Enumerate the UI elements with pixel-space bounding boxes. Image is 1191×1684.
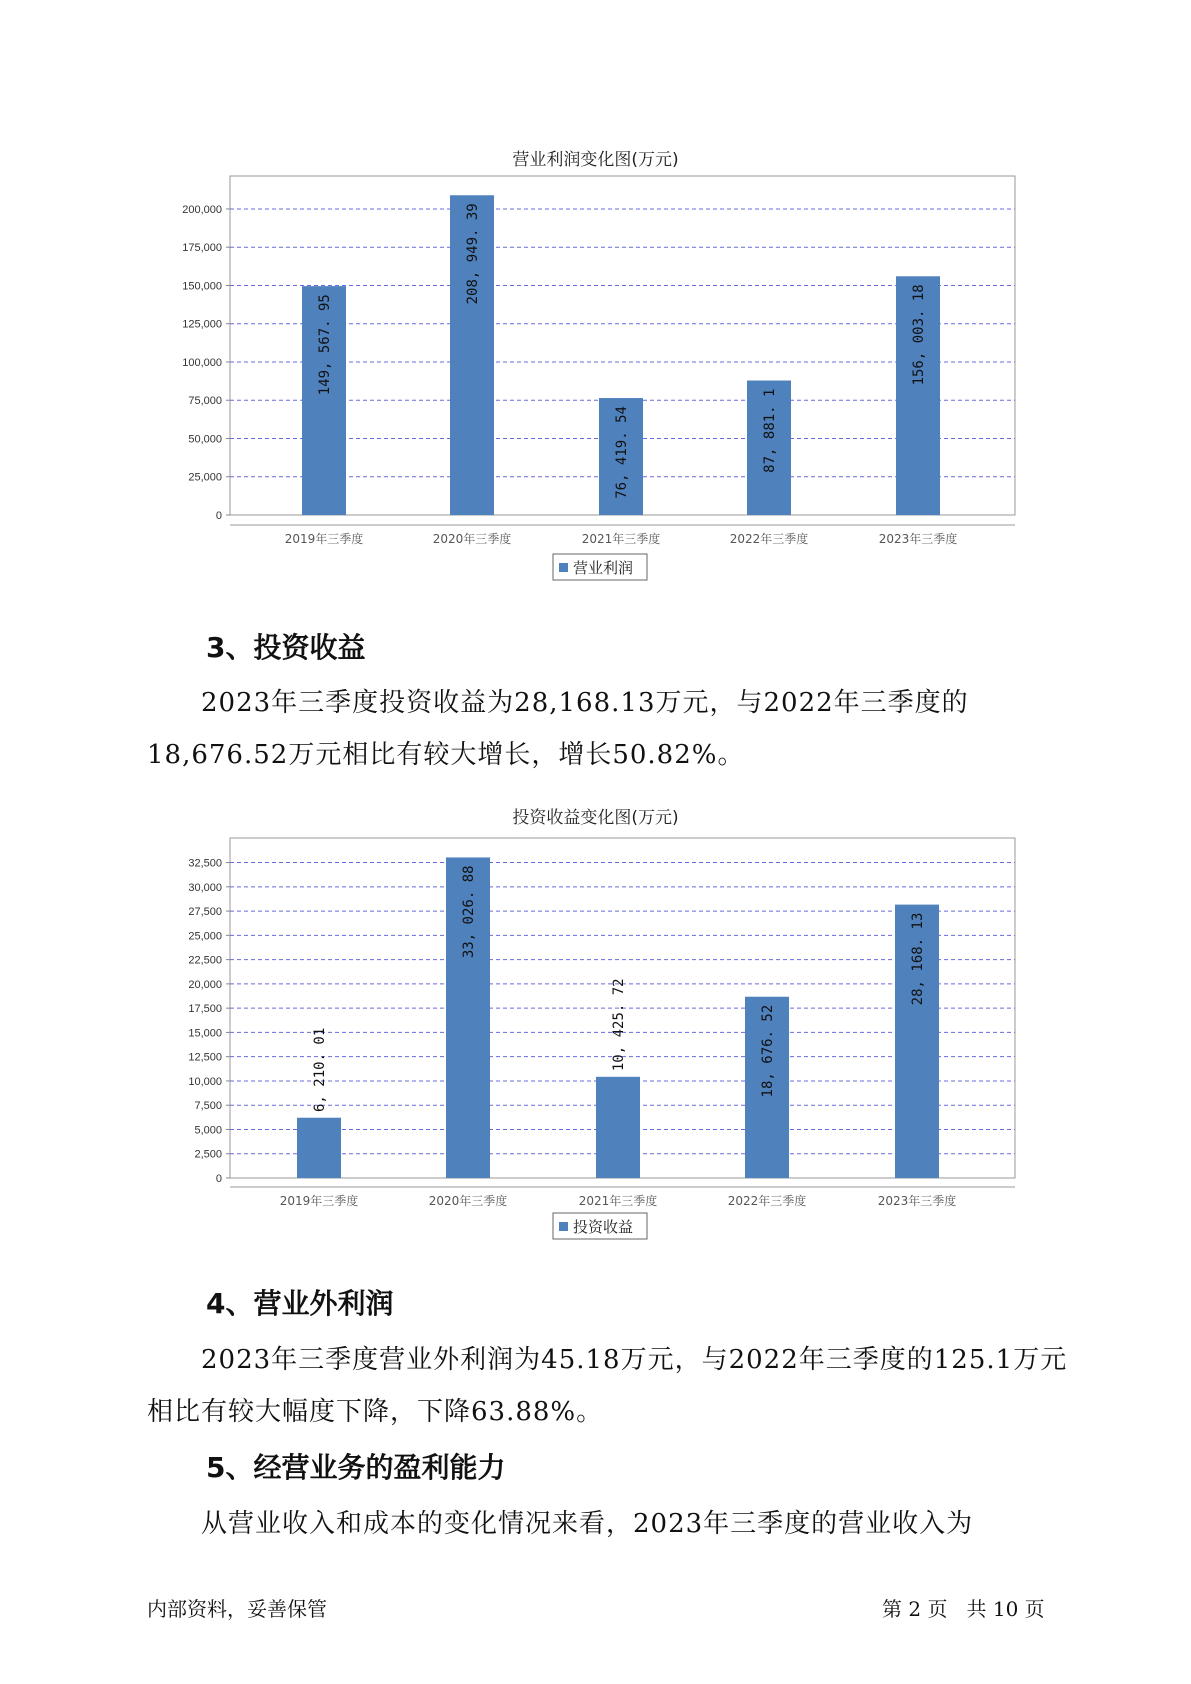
y-tick-label: 50,000	[188, 433, 222, 446]
x-category-label: 2023年三季度	[878, 532, 958, 546]
investment-income-bar-chart	[0, 828, 1191, 1248]
legend-swatch	[559, 1222, 568, 1231]
y-tick-label: 7,500	[194, 1100, 222, 1113]
x-category-label: 2020年三季度	[428, 1194, 508, 1208]
y-tick-label: 30,000	[188, 881, 222, 894]
y-tick-label: 150,000	[182, 280, 222, 293]
y-tick-label: 2,500	[194, 1148, 222, 1161]
x-category-label: 2022年三季度	[727, 1194, 807, 1208]
x-category-label: 2021年三季度	[581, 532, 661, 546]
section-text-profitability: 从营业收入和成本的变化情况来看，2023年三季度的营业收入为	[201, 1509, 974, 1539]
bar-value-label: 18, 676. 52	[760, 1004, 776, 1098]
legend-label: 投资收益	[573, 1218, 634, 1236]
section-text-investment-income: 2023年三季度投资收益为28,168.13万元，与2022年三季度的18,676.52万元相比有较大增长，增长50.82%。	[147, 688, 969, 770]
y-tick-label: 32,500	[188, 857, 222, 870]
y-tick-label: 100,000	[182, 356, 222, 369]
y-tick-label: 10,000	[188, 1075, 222, 1088]
x-category-label: 2021年三季度	[578, 1194, 658, 1208]
y-tick-label: 27,500	[188, 906, 222, 919]
x-category-label: 2023年三季度	[877, 1194, 957, 1208]
section-heading-profitability: 5、经营业务的盈利能力	[206, 1451, 506, 1484]
operating-profit-bar-chart	[0, 170, 1191, 590]
section-text-non-operating-profit: 2023年三季度营业外利润为45.18万元，与2022年三季度的125.1万元相比有较大幅度下降，下降63.88%。	[147, 1345, 1068, 1427]
y-tick-label: 200,000	[182, 203, 222, 216]
x-category-label: 2019年三季度	[284, 532, 364, 546]
bar-value-label: 33, 026. 88	[461, 865, 477, 959]
bar	[297, 1118, 341, 1178]
chart-title-operating-profit: 营业利润变化图(万元)	[512, 150, 679, 170]
x-category-label: 2020年三季度	[432, 532, 512, 546]
bar-value-label: 208, 949. 39	[465, 203, 481, 305]
y-tick-label: 125,000	[182, 318, 222, 331]
bar-value-label: 6, 210. 01	[312, 1027, 328, 1113]
y-tick-label: 0	[215, 510, 222, 522]
bar-value-label: 87, 881. 1	[762, 388, 778, 473]
bar	[596, 1077, 640, 1178]
y-tick-label: 12,500	[188, 1051, 222, 1064]
bar-value-label: 10, 425. 72	[611, 978, 627, 1072]
section-heading-investment-income: 3、投资收益	[206, 631, 366, 664]
footer-page-number: 第 2 页 共 10 页	[882, 1597, 1045, 1621]
section-heading-non-operating-profit: 4、营业外利润	[206, 1287, 394, 1320]
legend-label: 营业利润	[573, 559, 634, 577]
footer-confidential-note: 内部资料，妥善保管	[147, 1597, 327, 1621]
bar-value-label: 149, 567. 95	[317, 294, 333, 396]
bar-value-label: 28, 168. 13	[910, 912, 926, 1006]
y-tick-label: 5,000	[194, 1124, 222, 1137]
y-tick-label: 25,000	[188, 471, 222, 484]
y-tick-label: 15,000	[188, 1027, 222, 1040]
bar-value-label: 76, 419. 54	[614, 406, 630, 499]
y-tick-label: 17,500	[188, 1003, 222, 1016]
x-category-label: 2022年三季度	[729, 532, 809, 546]
y-tick-label: 25,000	[188, 930, 222, 943]
chart-title-investment-income: 投资收益变化图(万元)	[512, 808, 679, 828]
x-category-label: 2019年三季度	[279, 1194, 359, 1208]
bar-value-label: 156, 003. 18	[911, 284, 927, 386]
y-tick-label: 0	[215, 1173, 222, 1185]
y-tick-label: 75,000	[188, 395, 222, 408]
y-tick-label: 22,500	[188, 954, 222, 967]
y-tick-label: 20,000	[188, 978, 222, 991]
legend-swatch	[559, 563, 568, 572]
y-tick-label: 175,000	[182, 242, 222, 255]
